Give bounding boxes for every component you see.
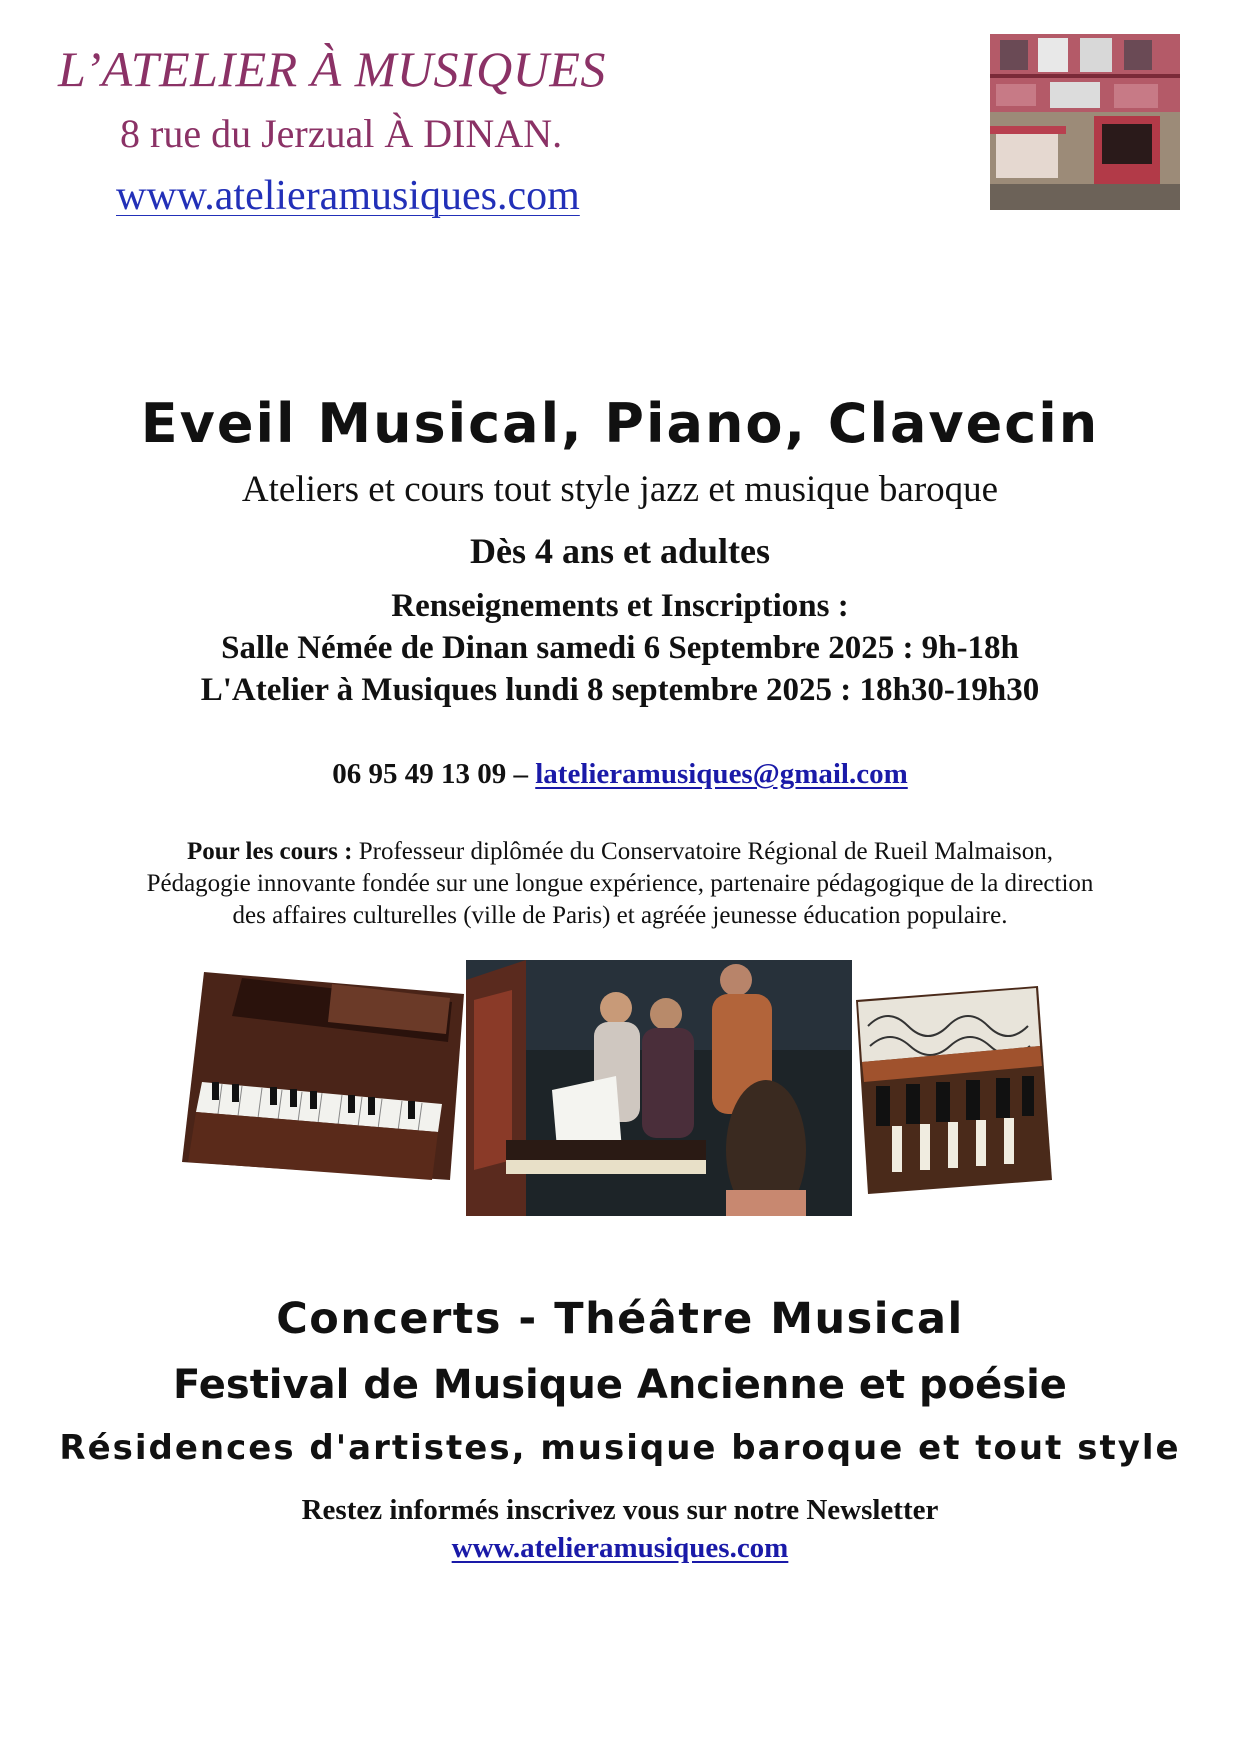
contact-line xyxy=(0,758,1240,791)
courses-line-2: Pédagogie innovante fondée sur une longue expérience, partenaire pédagogique de la direction xyxy=(146,870,1094,897)
ages-line: Dès 4 ans et adultes xyxy=(469,531,770,571)
storefront-photo xyxy=(990,34,1180,210)
residences-heading: Résidences d'artistes, musique baroque et tout style xyxy=(59,1428,1181,1468)
info-line-1: Renseignements et Inscriptions : xyxy=(391,588,849,624)
website-link-bottom[interactable]: www.atelieramusiques.com xyxy=(451,1532,789,1564)
subtitle: Ateliers et cours tout style jazz et musique baroque xyxy=(241,469,999,510)
courses-text-1: Professeur diplômée du Conservatoire Régional de Rueil Malmaison, xyxy=(358,838,1054,865)
courses-line-1 xyxy=(0,836,1240,868)
main-title: Eveil Musical, Piano, Clavecin xyxy=(140,392,1100,455)
info-line-2: Salle Némée de Dinan samedi 6 Septembre 2025 : 9h-18h xyxy=(221,630,1019,666)
festival-heading: Festival de Musique Ancienne et poésie xyxy=(173,1362,1067,1408)
concerts-heading: Concerts - Théâtre Musical xyxy=(276,1294,964,1344)
piano-photo xyxy=(182,972,464,1180)
harpsichord-photo xyxy=(856,986,1052,1194)
courses-label: Pour les cours : xyxy=(186,838,353,865)
stage-performance-photo xyxy=(466,960,852,1216)
brand-name: L’ATELIER À MUSIQUES xyxy=(58,41,606,97)
newsletter-text: Restez informés inscrivez vous sur notre Newsletter xyxy=(301,1494,939,1526)
website-line-bottom xyxy=(0,1532,1240,1565)
address: 8 rue du Jerzual À DINAN. xyxy=(120,111,563,156)
phone-number: 06 95 49 13 09 – xyxy=(332,758,528,790)
info-line-3: L'Atelier à Musiques lundi 8 septembre 2025 : 18h30-19h30 xyxy=(200,672,1040,708)
website-link-top[interactable]: www.atelieramusiques.com xyxy=(116,173,580,219)
email-link[interactable]: latelieramusiques@gmail.com xyxy=(535,758,908,790)
courses-line-3: des affaires culturelles (ville de Paris) et agréée jeunesse éducation populaire. xyxy=(232,902,1008,929)
